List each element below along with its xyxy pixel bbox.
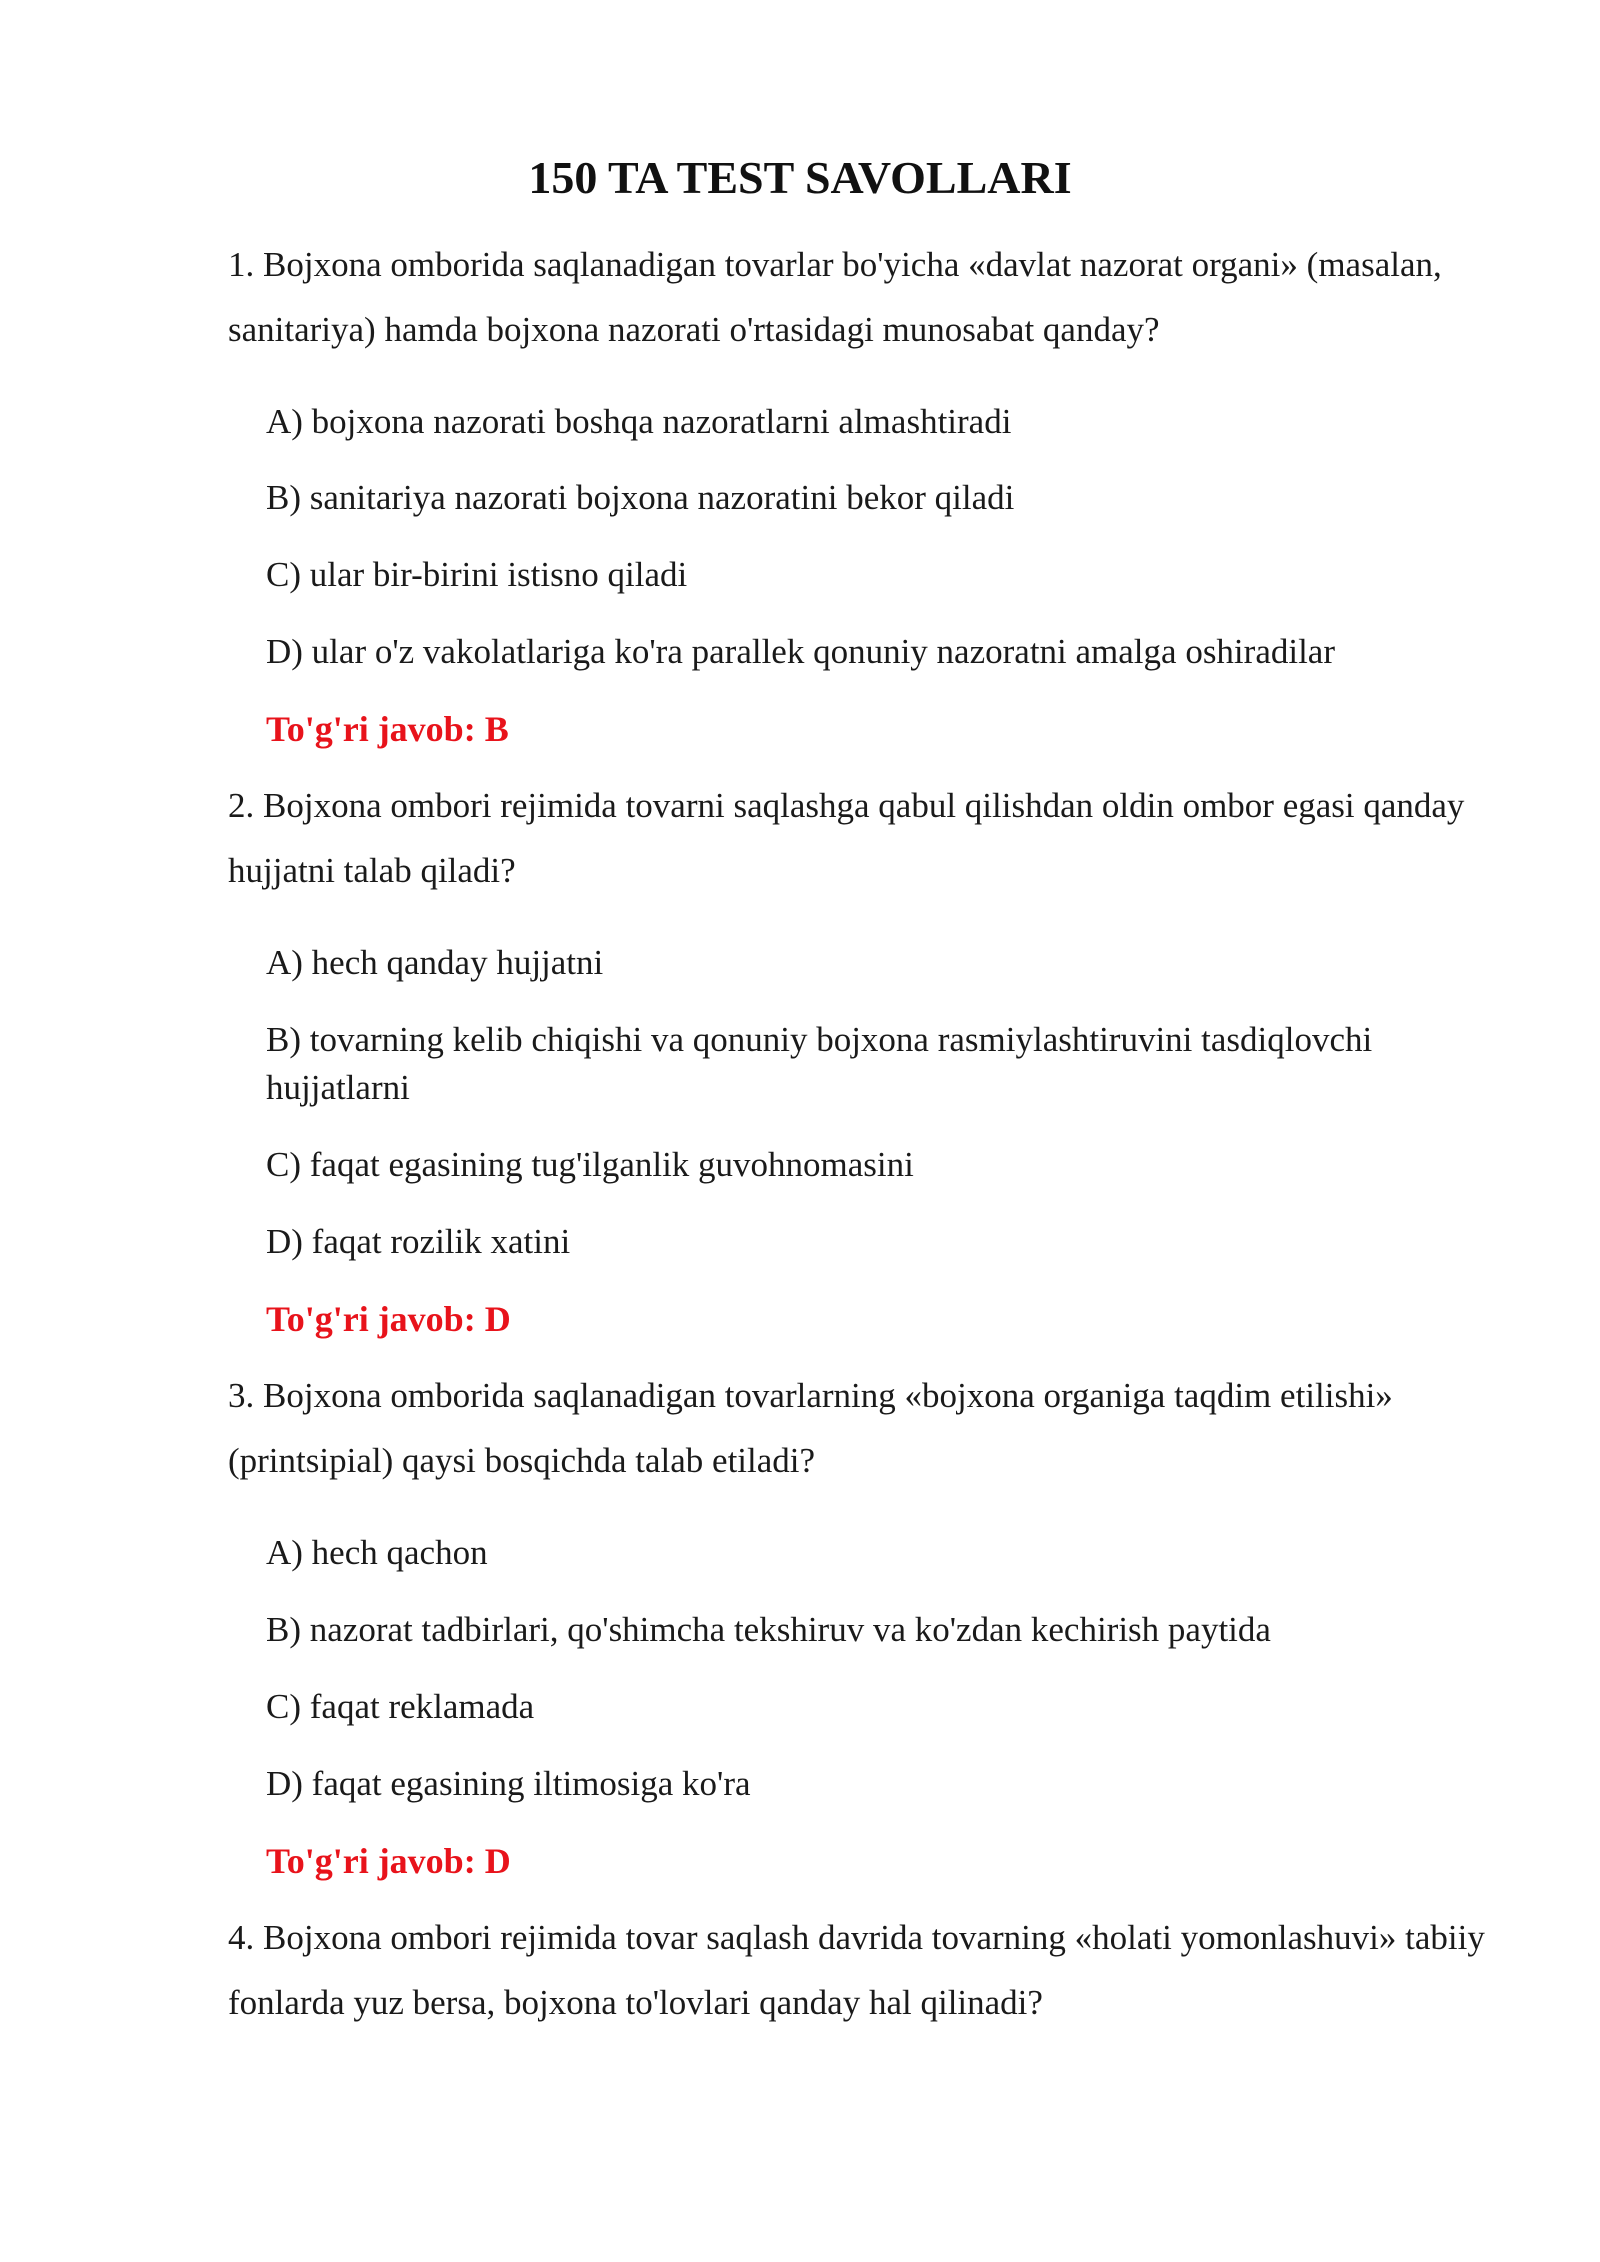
question-2-option-a: A) hech qanday hujjatni xyxy=(266,943,604,982)
question-3-option-b: B) nazorat tadbirlari, qo'shimcha tekshiruv va ko'zdan kechirish paytida xyxy=(266,1610,1271,1649)
question-3-option-c: C) faqat reklamada xyxy=(266,1687,535,1726)
question-3-text: 3. Bojxona omborida saqlanadigan tovarlarning «bojxona organiga taqdim etilishi» (printsipial) qaysi bosqichda talab etiladi? xyxy=(228,1376,1393,1480)
question-3-option-d: D) faqat egasining iltimosiga ko'ra xyxy=(266,1764,751,1803)
question-1-text: 1. Bojxona omborida saqlanadigan tovarlar bo'yicha «davlat nazorat organi» (masalan, sanitariya) hamda bojxona nazorati o'rtasidagi munosabat qanday? xyxy=(228,245,1442,349)
question-2-option-b: B) tovarning kelib chiqishi va qonuniy bojxona rasmiylashtiruvini tasdiqlovchi hujjatlarni xyxy=(266,1020,1373,1107)
question-1-answer: To'g'ri javob: B xyxy=(266,709,509,749)
question-3-option-a: A) hech qachon xyxy=(266,1533,488,1572)
document-title: 150 TA TEST SAVOLLARI xyxy=(528,152,1072,203)
question-2-answer: To'g'ri javob: D xyxy=(266,1299,511,1339)
question-4-text: 4. Bojxona ombori rejimida tovar saqlash davrida tovarning «holati yomonlashuvi» tabiiy fonlarda yuz bersa, bojxona to'lovlari qanday hal qilinadi? xyxy=(228,1918,1485,2022)
question-2-option-d: D) faqat rozilik xatini xyxy=(266,1222,571,1261)
question-1-option-d: D) ular o'z vakolatlariga ko'ra parallek qonuniy nazoratni amalga oshiradilar xyxy=(266,632,1335,671)
question-1-option-c: C) ular bir-birini istisno qiladi xyxy=(266,555,688,594)
question-1-option-a: A) bojxona nazorati boshqa nazoratlarni almashtiradi xyxy=(266,402,1012,441)
question-1-option-b: B) sanitariya nazorati bojxona nazoratini bekor qiladi xyxy=(266,478,1015,517)
question-3-answer: To'g'ri javob: D xyxy=(266,1841,511,1881)
question-2-text: 2. Bojxona ombori rejimida tovarni saqlashga qabul qilishdan oldin ombor egasi qanday hujjatni talab qiladi? xyxy=(228,786,1465,890)
question-2-option-c: C) faqat egasining tug'ilganlik guvohnomasini xyxy=(266,1145,914,1184)
